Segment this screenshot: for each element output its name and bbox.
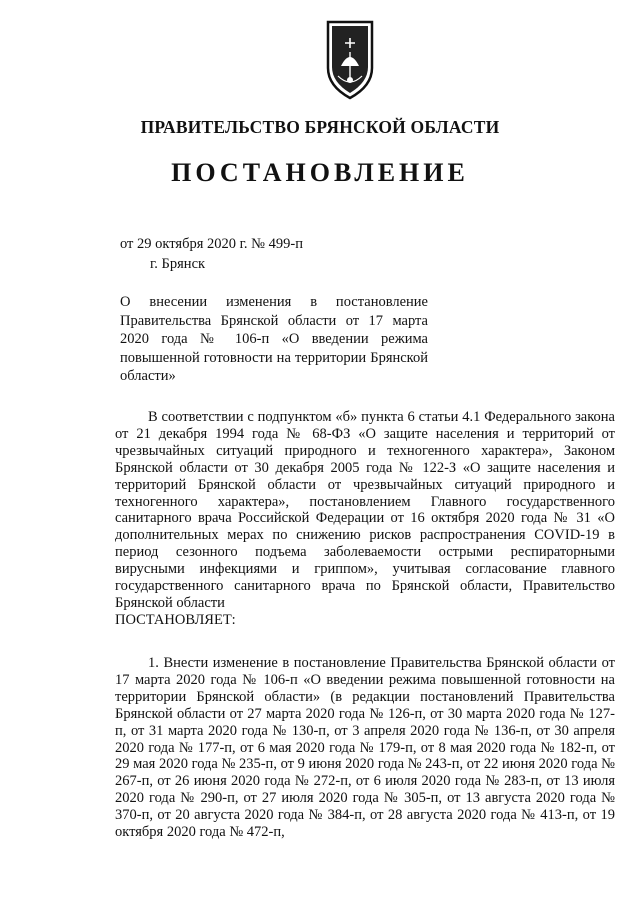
- preamble-section: [115, 409, 615, 629]
- document-subject: О внесении изменения в постановление Правительства Брянской области от 17 марта 2020 года № 106-п «О введении режима повышенной готовности на территории Брянской области»: [120, 294, 428, 385]
- clause-1-paragraph: 1. Внести изменение в постановление Правительства Брянской области от 17 марта 2020 года № 106-п «О введении режима повышенной готовности на территории Брянской области» (в редакции постановлений Правительства Брянской области от 27 марта 2020 года № 126-п, от 30 марта 2020 года № 127-п, от 31 марта 2020 года № 130-п, от 3 апреля 2020 года № 136-п, от 30 апреля 2020 года № 177-п, от 6 мая 2020 года № 179-п, от 8 мая 2020 года № 182-п, от 29 мая 2020 года № 235-п, от 9 июня 2020 года № 243-п, от 22 июня 2020 года № 267-п, от 26 июня 2020 года № 272-п, от 6 июля 2020 года № 283-п, от 13 июля 2020 года № 290-п, от 27 июля 2020 года № 305-п, от 13 августа 2020 года № 370-п, от 20 августа 2020 года № 384-п, от 28 августа 2020 года № 413-п, от 19 октября 2020 года № 472-п,: [115, 655, 615, 841]
- coat-of-arms-icon: [324, 18, 376, 102]
- document-city: г. Брянск: [150, 256, 206, 272]
- preamble-paragraph: В соответствии с подпунктом «б» пункта 6 статьи 4.1 Федерального закона от 21 декабря 1994 года № 68-ФЗ «О защите населения и территорий от чрезвычайных ситуаций природного и техногенного характера», Законом Брянской области от 30 декабря 2005 года № 122-З «О защите населения и территорий Брянской области от чрезвычайных ситуаций природного и техногенного характера», постановлением Главного государственного санитарного врача Российской Федерации от 16 октября 2020 года № 31 «О дополнительных мерах по снижению рисков распространения COVID-19 в период сезонного подъема заболеваемости острыми респираторными вирусными инфекциями и гриппом», учитывая согласование главного государственного санитарного врача по Брянской области, Правительство Брянской области: [115, 409, 615, 611]
- decree-word: ПОСТАНОВЛЯЕТ:: [115, 611, 236, 628]
- document-type-title: ПОСТАНОВЛЕНИЕ: [171, 158, 469, 187]
- document-date-number: от 29 октября 2020 г. № 499-п: [120, 236, 303, 252]
- clause-section: [115, 655, 615, 841]
- government-title: ПРАВИТЕЛЬСТВО БРЯНСКОЙ ОБЛАСТИ: [140, 117, 500, 137]
